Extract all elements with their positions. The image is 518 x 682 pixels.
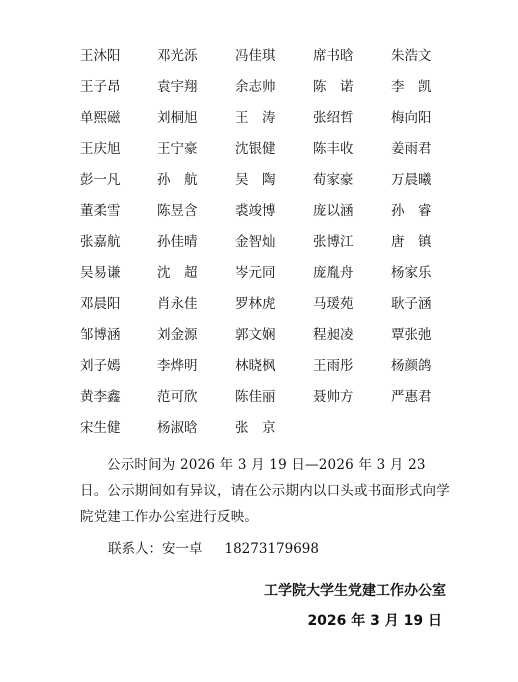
person-name: 刘金源 — [157, 327, 198, 343]
signature-block — [264, 576, 446, 636]
person-name: 孙佳晴 — [157, 234, 198, 250]
person-name: 陈 诺 — [313, 79, 354, 95]
person-name: 黄李鑫 — [80, 389, 121, 405]
person-name: 张 京 — [235, 420, 276, 436]
person-name: 马瑗苑 — [313, 296, 354, 312]
person-name: 王子昂 — [80, 79, 121, 95]
person-name: 荀家豪 — [313, 172, 354, 188]
name-row — [0, 234, 518, 265]
person-name: 裘竣博 — [235, 203, 276, 219]
person-name: 吴 陶 — [235, 172, 276, 188]
name-row — [0, 141, 518, 172]
person-name: 张嘉航 — [80, 234, 121, 250]
person-name: 李烨明 — [157, 358, 198, 374]
person-name: 彭一凡 — [80, 172, 121, 188]
person-name: 张绍哲 — [313, 110, 354, 126]
person-name: 梅向阳 — [391, 110, 432, 126]
person-name: 姜雨君 — [391, 141, 432, 157]
person-name: 范可欣 — [157, 389, 198, 405]
name-row — [0, 265, 518, 296]
person-name: 耿子涵 — [391, 296, 432, 312]
person-name: 唐 镇 — [391, 234, 432, 250]
person-name: 孙 睿 — [391, 203, 432, 219]
person-name: 王沐阳 — [80, 48, 121, 64]
person-name: 岑元同 — [235, 265, 276, 281]
issue-date: 2026 年 3 月 19 日 — [307, 613, 442, 629]
person-name: 单熙磁 — [80, 110, 121, 126]
person-name: 邹博涵 — [80, 327, 121, 343]
person-name: 肖永佳 — [157, 296, 198, 312]
person-name: 朱浩文 — [391, 48, 432, 64]
person-name: 吴易谦 — [80, 265, 121, 281]
person-name: 陈丰收 — [313, 141, 354, 157]
person-name: 冯佳琪 — [235, 48, 276, 64]
name-row — [0, 327, 518, 358]
person-name: 庞胤舟 — [313, 265, 354, 281]
name-row — [0, 110, 518, 141]
person-name: 郭文娴 — [235, 327, 276, 343]
name-row — [0, 203, 518, 234]
person-name: 金智灿 — [235, 234, 276, 250]
name-row — [0, 358, 518, 389]
person-name: 张博江 — [313, 234, 354, 250]
person-name: 沈银健 — [235, 141, 276, 157]
person-name: 王 涛 — [235, 110, 276, 126]
person-name: 杨家乐 — [391, 265, 432, 281]
name-row — [0, 296, 518, 327]
contact-person: 联系人：安一卓 — [108, 541, 203, 557]
name-list — [0, 48, 518, 451]
notice-paragraph: 公示时间为 2026 年 3 月 19 日—2026 年 3 月 23 日。公示期间如有异议，请在公示期内以口头或书面形式向学院党建工作办公室进行反映。 — [80, 457, 450, 525]
person-name: 庞以涵 — [313, 203, 354, 219]
name-row — [0, 172, 518, 203]
contact-line — [108, 536, 319, 562]
person-name: 余志帅 — [235, 79, 276, 95]
person-name: 王宁豪 — [157, 141, 198, 157]
person-name: 王雨彤 — [313, 358, 354, 374]
person-name: 罗林虎 — [235, 296, 276, 312]
person-name: 董柔雪 — [80, 203, 121, 219]
name-row — [0, 420, 518, 451]
person-name: 刘子嫣 — [80, 358, 121, 374]
person-name: 邓光泺 — [157, 48, 198, 64]
person-name: 席书晗 — [313, 48, 354, 64]
person-name: 林晓枫 — [235, 358, 276, 374]
person-name: 李 凯 — [391, 79, 432, 95]
person-name: 王庆旭 — [80, 141, 121, 157]
person-name: 邓晨阳 — [80, 296, 121, 312]
person-name: 刘桐旭 — [157, 110, 198, 126]
name-row — [0, 79, 518, 110]
person-name: 聂帅方 — [313, 389, 354, 405]
contact-phone: 18273179698 — [224, 541, 319, 557]
issuing-office: 工学院大学生党建工作办公室 — [264, 583, 446, 599]
person-name: 严惠君 — [391, 389, 432, 405]
person-name: 覃张弛 — [391, 327, 432, 343]
person-name: 陈佳丽 — [235, 389, 276, 405]
person-name: 沈 超 — [157, 265, 198, 281]
person-name: 万晨曦 — [391, 172, 432, 188]
name-row — [0, 48, 518, 79]
person-name: 程昶凌 — [313, 327, 354, 343]
person-name: 孙 航 — [157, 172, 198, 188]
name-row — [0, 389, 518, 420]
person-name: 袁宇翔 — [157, 79, 198, 95]
person-name: 陈昱含 — [157, 203, 198, 219]
person-name: 杨颜鸽 — [391, 358, 432, 374]
person-name: 宋生健 — [80, 420, 121, 436]
person-name: 杨淑晗 — [157, 420, 198, 436]
